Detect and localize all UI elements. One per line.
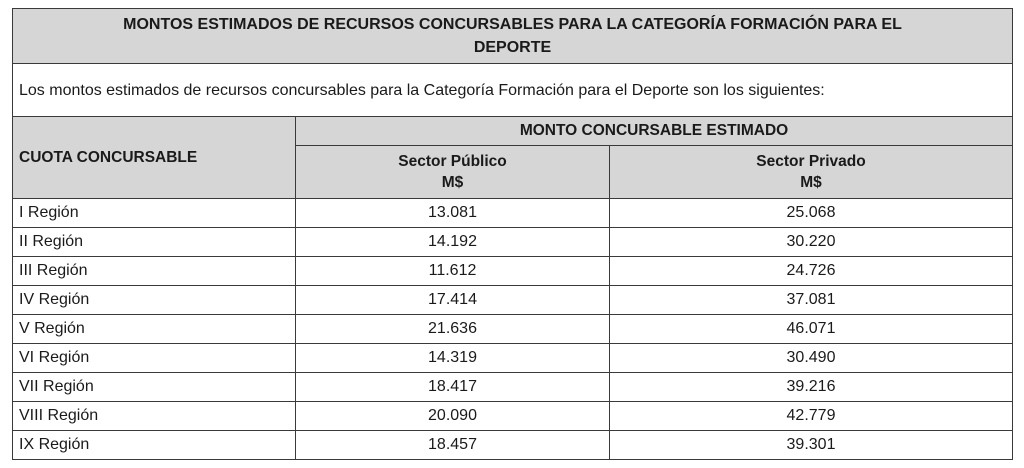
header-sector-privado-unit: M$ bbox=[800, 174, 822, 191]
region-cell: VII Región bbox=[13, 373, 296, 402]
private-amount-cell: 39.216 bbox=[610, 373, 1013, 402]
table-row bbox=[13, 344, 1013, 373]
private-amount-cell: 24.726 bbox=[610, 257, 1013, 286]
region-cell: I Región bbox=[13, 199, 296, 228]
table-title-line-1: MONTOS ESTIMADOS DE RECURSOS CONCURSABLES PARA LA CATEGORÍA FORMACIÓN PARA EL bbox=[123, 16, 902, 33]
region-cell: IX Región bbox=[13, 431, 296, 460]
private-amount-cell: 25.068 bbox=[610, 199, 1013, 228]
public-amount-cell: 11.612 bbox=[296, 257, 610, 286]
region-cell: II Región bbox=[13, 228, 296, 257]
header-sector-privado-label: Sector Privado bbox=[756, 153, 866, 170]
public-amount-cell: 13.081 bbox=[296, 199, 610, 228]
table-row bbox=[13, 257, 1013, 286]
public-amount-cell: 17.414 bbox=[296, 286, 610, 315]
region-cell: V Región bbox=[13, 315, 296, 344]
private-amount-cell: 30.220 bbox=[610, 228, 1013, 257]
region-cell: III Región bbox=[13, 257, 296, 286]
table-row bbox=[13, 315, 1013, 344]
region-cell: VI Región bbox=[13, 344, 296, 373]
public-amount-cell: 14.192 bbox=[296, 228, 610, 257]
header-sector-publico bbox=[296, 146, 610, 199]
header-sector-publico-label: Sector Público bbox=[398, 153, 507, 170]
table-row bbox=[13, 402, 1013, 431]
table-title bbox=[13, 9, 1013, 64]
private-amount-cell: 30.490 bbox=[610, 344, 1013, 373]
region-cell: IV Región bbox=[13, 286, 296, 315]
intro-paragraph: Los montos estimados de recursos concursables para la Categoría Formación para el Deporte son los siguientes: bbox=[13, 64, 1013, 117]
public-amount-cell: 18.457 bbox=[296, 431, 610, 460]
table-row bbox=[13, 431, 1013, 460]
private-amount-cell: 46.071 bbox=[610, 315, 1013, 344]
header-monto-concursable: MONTO CONCURSABLE ESTIMADO bbox=[296, 117, 1013, 146]
funding-table bbox=[12, 8, 1013, 460]
table-title-line-2: DEPORTE bbox=[473, 39, 552, 56]
header-cuota-concursable: CUOTA CONCURSABLE bbox=[13, 117, 296, 199]
table-row bbox=[13, 228, 1013, 257]
region-cell: VIII Región bbox=[13, 402, 296, 431]
document-page bbox=[12, 8, 1012, 460]
table-row bbox=[13, 286, 1013, 315]
private-amount-cell: 39.301 bbox=[610, 431, 1013, 460]
header-sector-publico-unit: M$ bbox=[441, 174, 464, 191]
public-amount-cell: 14.319 bbox=[296, 344, 610, 373]
private-amount-cell: 37.081 bbox=[610, 286, 1013, 315]
public-amount-cell: 20.090 bbox=[296, 402, 610, 431]
public-amount-cell: 18.417 bbox=[296, 373, 610, 402]
header-sector-privado bbox=[610, 146, 1013, 199]
public-amount-cell: 21.636 bbox=[296, 315, 610, 344]
table-row bbox=[13, 373, 1013, 402]
table-row bbox=[13, 199, 1013, 228]
private-amount-cell: 42.779 bbox=[610, 402, 1013, 431]
